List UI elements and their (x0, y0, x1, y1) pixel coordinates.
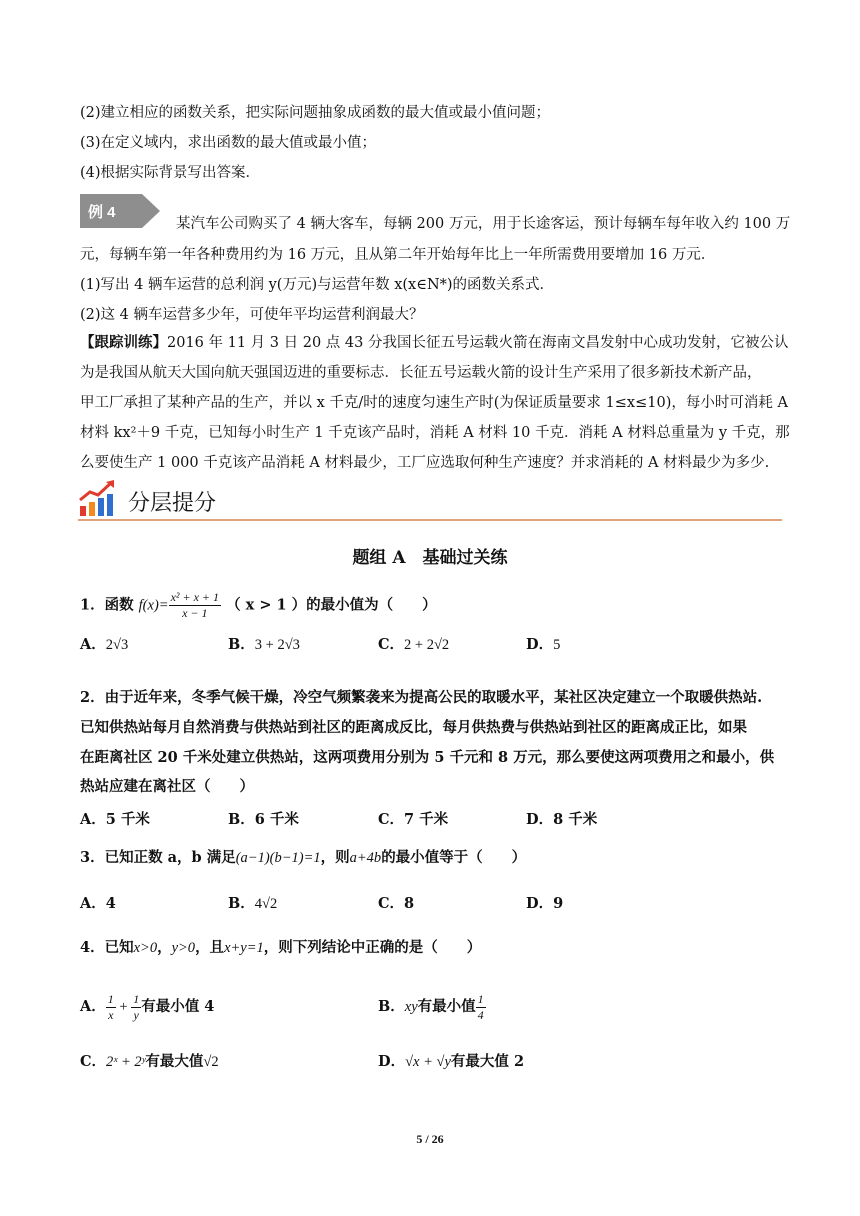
q1-option-d: D．5 (526, 636, 561, 653)
question-2-line-4: 热站应建在离社区（ ） (80, 778, 254, 795)
question-4: 4．已知x>0，y>0，且x+y=1，则下列结论中正确的是（ ） (80, 939, 482, 956)
q4-option-b: B．xy有最小值 $\frac{1}{4}$ (378, 991, 484, 1022)
training-label: 【跟踪训练】 (80, 334, 167, 351)
example-question-1: (1)写出 4 辆车运营的总利润 y(万元)与运营年数 x(x∈N*)的函数关系式． (80, 277, 555, 293)
example-badge (80, 194, 160, 228)
one-quarter-fraction: $\frac{1}{4}$ (477, 991, 484, 1022)
q4-option-d: D．√x + √y有最大值 2 (378, 1053, 525, 1070)
group-title: 题组 A 基础过关练 (352, 548, 508, 568)
question-2-line-1: 2．由于近年来，冬季气候干燥，冷空气频繁袭来为提高公民的取暖水平，某社区决定建立一个取暖供热站. (80, 689, 763, 706)
question-2-line-3: 在距离社区 20 千米处建立供热站，这两项费用分别为 5 千元和 8 万元，那么要使这两项费用之和最小，供 (80, 749, 775, 766)
chart-rising-icon (78, 478, 118, 518)
step-2: (2)建立相应的函数关系，把实际问题抽象成函数的最大值或最小值问题； (80, 105, 551, 121)
q3-option-a: A．4 (80, 895, 116, 912)
example-line-1: 某汽车公司购买了 4 辆大客车，每辆 200 万元，用于长途客运，预计每辆车每年收入约 100 万 (176, 216, 791, 232)
q4-option-a: A． $\frac{1}{x}$ + $\frac{1}{y}$ 有最小值 4 (80, 991, 215, 1022)
training-line-3: 甲工厂承担了某种产品的生产，并以 x 千克/时的速度匀速生产时(为保证质量要求 1≤x≤10)，每小时可消耗 A (80, 395, 788, 411)
q2-option-c: C．7 千米 (378, 811, 449, 828)
q2-option-b: B．6 千米 (228, 811, 299, 828)
question-3: 3．已知正数 a，b 满足(a−1)(b−1)=1，则a+4b的最小值等于（ ） (80, 849, 527, 866)
training-line-2: 为是我国从航天大国向航天强国迈进的重要标志．长征五号运载火箭的设计生产采用了很多新技术新产品， (80, 365, 762, 381)
q3-option-c: C．8 (378, 895, 415, 912)
example-line-2: 元，每辆车第一年各种费用约为 16 万元，且从第二年开始每年比上一年所需费用要增加 16 万元． (80, 247, 716, 263)
fraction: $\frac{\text{x² + x + 1}}{x - 1}$ (170, 590, 220, 620)
section-title: 分层提分 (128, 491, 217, 516)
q3-option-d: D．9 (526, 895, 564, 912)
q1-option-b: B．3 + 2√3 (228, 636, 300, 653)
training-line-1: 【跟踪训练】2016 年 11 月 3 日 20 点 43 分我国长征五号运载火箭在海南文昌发射中心成功发射，它被公认 (80, 334, 789, 351)
one-over-x-fraction: $\frac{1}{x}$ (107, 991, 114, 1022)
q1-option-c: C．2 + 2√2 (378, 636, 450, 653)
question-2-line-2: 已知供热站每月自然消费与供热站到社区的距离成反比，每月供热费与供热站到社区的距离成正比，如果 (80, 719, 747, 736)
q2-option-d: D．8 千米 (526, 811, 598, 828)
one-over-y-fraction: $\frac{1}{y}$ (133, 991, 140, 1022)
step-3: (3)在定义域内，求出函数的最大值或最小值； (80, 135, 377, 151)
example-badge-label: 例 4 (88, 204, 116, 221)
example-question-2: (2)这 4 辆车运营多少年，可使年平均运营利润最大？ (80, 307, 424, 323)
q3-option-b: B．4√2 (228, 895, 278, 912)
training-line-5: 么要使生产 1 000 千克该产品消耗 A 材料最少，工厂应选取何种生产速度？并求消耗的 A 材料最少为多少. (80, 455, 770, 471)
section-divider (78, 519, 782, 521)
q4-option-c: C．2ˣ + 2ʸ有最大值√2 (80, 1053, 219, 1070)
q2-option-a: A．5 千米 (80, 811, 150, 828)
page-number: 5 / 26 (416, 1132, 444, 1146)
step-4: (4)根据实际背景写出答案． (80, 165, 261, 181)
q1-option-a: A．2√3 (80, 636, 129, 653)
training-line-4: 材料 kx²＋9 千克，已知每小时生产 1 千克该产品时，消耗 A 材料 10 千克．消耗 A 材料总重量为 y 千克，那 (80, 425, 790, 441)
question-1: 1．函数 f(x)= $\frac{\text{x² + x + 1}}{x - 1}$ （ x > 1 ）的最小值为（ ） (80, 590, 437, 620)
